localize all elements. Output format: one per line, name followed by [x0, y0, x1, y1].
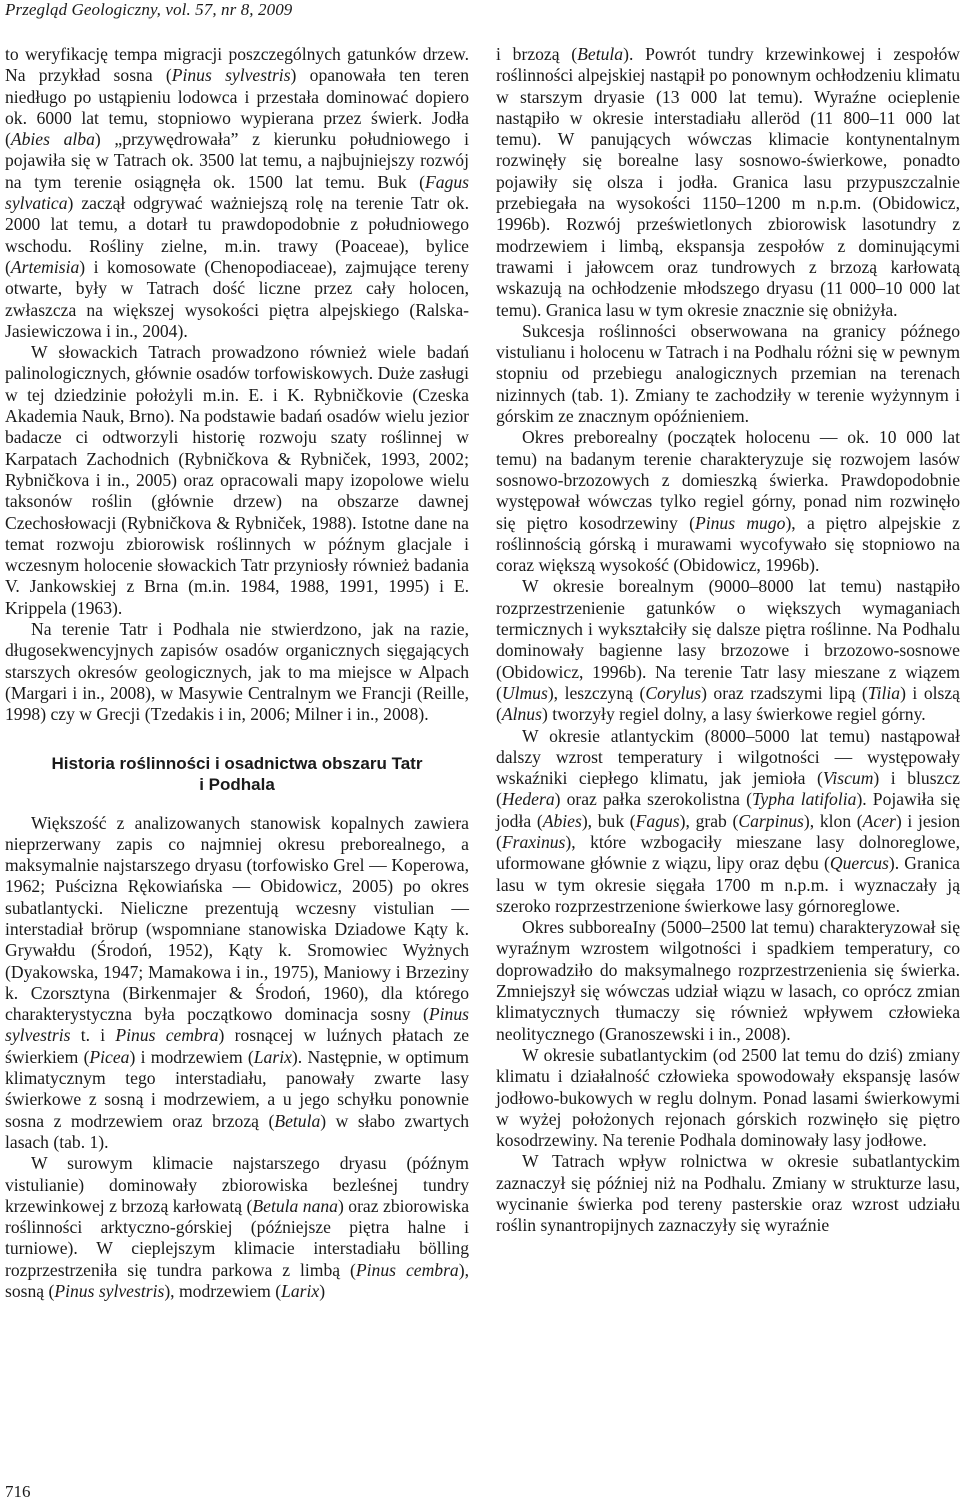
paragraph: Okres preborealny (początek holocenu — ok. 10 000 lat temu) na badanym terenie charakteryzuje się rozwojem lasów sosnowo-brzozowych z domieszką świerka. Prawdopodobnie występował wówczas tylko regiel górny, ponad nim rozwinęło się piętro kosodrzewiny (Pinus mugo), a piętro alpejskie z roślinnością górską i murawami wycofywało się stopniowo na coraz większą wysokość (Obidowicz, 1996b). — [496, 427, 960, 576]
page-number: 716 — [5, 1482, 31, 1501]
italic-term: Fagus sylvatica — [5, 171, 469, 214]
paragraph: Na terenie Tatr i Podhala nie stwierdzono, jak na razie, długosekwencyjnych zapisów osadów organicznych sięgających starszych okresów geologicznych, jak to ma miejsce w Alpach (Margari i in., 2008), w Masywie Centralnym we Francji (Reille, 1998) czy w Grecji (Tzedakis i in, 2006; Milner i in., 2008). — [5, 619, 469, 725]
paragraph: to weryfikację tempa migracji poszczególnych gatunków drzew. Na przykład sosna (Pinus sylvestris) opanowała ten teren niedługo po ustąpieniu lodowca i przestała dominować dopiero ok. 6000 lat temu, stopniowo wypierana przez świerk. Jodła (Abies alba) „przywędrowała” z kierunku południowego i pojawiła się w Tatrach ok. 3500 lat temu, a najbujniejszy rozwój na tym terenie osiągnęła ok. 1500 lat temu. Buk (Fagus sylvatica) zaczął odgrywać ważniejszą rolę na terenie Tatr ok. 2000 lat temu, a dotarł tu prawdopodobnie z południowego wschodu. Rośliny zielne, m.in. trawy (Poaceae), bylice (Artemisia) i komosowate (Chenopodiaceae), zajmujące tereny otwarte, były w Tatrach dość liczne przez cały holocen, zwłaszcza na większej wysokości piętra alpejskiego (Ralska-Jasiewiczowa i in., 2004). — [5, 44, 470, 341]
italic-term: Picea — [89, 1046, 130, 1067]
italic-term: Quercus — [829, 853, 889, 874]
italic-term: Ulmus — [501, 682, 548, 703]
italic-term: Larix — [281, 1281, 320, 1302]
italic-term: Artemisia — [10, 256, 80, 277]
paragraph: W słowackich Tatrach prowadzono również wiele badań palinologicznych, głównie osadów torfowiskowych. Duże zasługi w tej dziedzinie położyli m.in. E. i K. Rybničkovie (Czeska Akademia Nauk, Brno). Na podstawie badań osadów wielu jezior badacze ci odtworzyli historię rozwoju szaty roślinnej w Karpatach Zachodnich (Rybničkova & Rybniček, 1993, 2002; Rybničkova i in., 2005) oraz opracowali mapy izopolowe wielu taksonów roślin (głównie drzew) na obszarze dawnej Czechosłowacji (Rybničkova & Rybniček, 1988). Istotne dane na temat rozwoju zbiorowisk roślinnych w późnym glacjale i wczesnym holocenie słowackich Tatr przyniosły również badania V. Jankowskiej z Brna (m.in. 1984, 1988, 1991, 1995) i E. Krippela (1963). — [5, 342, 469, 618]
italic-term: Fraxinus — [501, 831, 566, 852]
italic-term: Alnus — [501, 704, 542, 725]
italic-term: Pinus cembra — [355, 1259, 459, 1280]
italic-term: Betula — [274, 1110, 321, 1131]
running-header: Przegląd Geologiczny, vol. 57, nr 8, 2009 — [5, 0, 293, 19]
paragraph: W okresie atlantyckim (8000–5000 lat temu) nastąpował dalszy wzrost temperatury i wilgotności — występowały wskaźniki ciepłego klimatu, jak jemioła (Viscum) i bluszcz (Hedera) oraz pałka szerokolistna (Typha latifolia). Pojawiła się jodła (Abies), buk (Fagus), grab (Carpinus), klon (Acer) i jesion (Fraxinus), które wzbogaciły mieszane lasy dolnoreglowe, uformowane głównie z wiązu, lipy oraz dębu (Quercus). Granica lasu w tym okresie sięgała 1700 m n.p.m. i wyznaczały ją szeroko rozprzestrzenione świerkowe lasy górnoreglowe. — [496, 725, 960, 916]
italic-term: Pinus sylvestris — [171, 65, 291, 86]
paragraph: Sukcesja roślinności obserwowana na granicy późnego vistulianu i holocenu w Tatrach i na Podhalu różni się w pewnym stopniu od przebiegu analogicznych przemian na terenach nizinnych (tab. 1). Zmiany te zachodziły w terenie wyżynnym i górskim ze znacznym opóźnieniem. — [496, 320, 960, 427]
italic-term: Abies alba — [10, 129, 95, 150]
paragraph: W surowym klimacie najstarszego dryasu (późnym vistulianie) dominowały zbiorowiska bezleśnej tundry krzewinkowej z brzozą karłowatą (Betula nana) oraz zbiorowiska roślinności arktyczno-górskiej (późniejsze piętra halne i turniowe). W cieplejszym klimacie interstadiału bölling rozprzestrzeniła się tundra parkowa z limbą (Pinus cembra), sosną (Pinus sylvestris), modrzewiem (Larix) — [5, 1153, 469, 1302]
italic-term: Corylus — [645, 682, 702, 703]
italic-term: Betula — [577, 44, 624, 64]
italic-term: Typha latifolia — [751, 789, 857, 810]
paragraph: Większość z analizowanych stanowisk kopalnych zawiera nieprzerwany zapis co najmniej okresu preborealnego, a maksymalnie najstarszego dryasu (torfowisko Grel — Koperowa, 1962; Puścizna Rękowiańska — Obidowicz, 2005) po okres subatlantycki. Nieliczne prezentują wczesny vistulian — interstadiał brörup (wspomniane stanowiska Dziadowe Kąty k. Grywałdu (Środoń, 1952), Kąty k. Sromowiec Wyżnych (Dyakowska, 1947; Mamakowa i in., 1975), Maniowy i Brzeziny k. Czorsztyna (Birkenmajer & Środoń, 1960), dla którego charakterystyczna była początkowo dominacja sosny (Pinus sylvestris t. i Pinus cembra) rosnącej w luźnych płatach ze świerkiem (Picea) i modrzewiem (Larix). Następnie, w optimum klimatycznym tego interstadiału, panowały zwarte lasy świerkowe z sosną i modrzewiem, a u jego schyłku ponownie sosna z modrzewiem oraz brzozą (Betula) w słabo zwartych lasach (tab. 1). — [5, 812, 470, 1152]
paragraph: i brzozą (Betula). Powrót tundry krzewinkowej i zespołów roślinności alpejskiej nastąpił po ponownym ochłodzeniu klimatu w starszym dryasie (13 000 lat temu). Wyraźne ocieplenie nastąpiło w okresie interstadiału alleröd (11 800–11 000 lat temu). W panujących wówczas klimacie kontynentalnym rozwinęły się borealne lasy sosnowo-świerkowe, ponadto pojawiły się olsza i jodła. Granica lasu przypuszczalnie przebiegała na wysokości 1150–1200 m n.p.m. (Obidowicz, 1996b). Rozwój prześwietlonych zbiorowisk lasotundry z modrzewiem i limbą, ekspansja zespołów z dominującymi trawami i jałowcem oraz tundrowych z brzozą karłowatą wskazują na ochłodzenie młodszego dryasu (11 000–10 000 lat temu). Granica lasu w tym okresie znacznie się obniżyła. — [496, 44, 960, 320]
paragraph: W okresie subatlantyckim (od 2500 lat temu do dziś) zmiany klimatu i działalność człowieka spowodowały ekspansję lasów jodłowo-bukowych w reglu dolnym. Ponad lasami świerkowymi w wyżej położonych rejonach górskich rozwinęło się piętro kosodrzewiny. Na terenie Podhala dominowały lasy jodłowe. — [496, 1044, 960, 1151]
italic-term: Betula nana — [252, 1195, 338, 1216]
section-heading-line-2: i Podhala — [199, 774, 275, 794]
italic-term: Larix — [253, 1046, 292, 1067]
italic-term: Acer — [862, 810, 896, 831]
paragraph: W Tatrach wpływ rolnictwa w okresie subatlantyckim zaznaczył się później niż na Podhalu. Zmiany w strukturze lasu, wycinanie świerka pod tereny pasterskie oraz wzrost udziału roślin synantropijnych zaznaczyły się wyraźnie — [496, 1151, 960, 1236]
italic-term: Carpinus — [738, 810, 804, 831]
section-heading — [5, 753, 469, 795]
italic-term: Pinus mugo — [694, 512, 786, 533]
section-heading-line-1: Historia roślinności i osadnictwa obszaru Tatr — [51, 753, 423, 773]
left-column — [5, 44, 469, 1302]
italic-term: Abies — [542, 810, 582, 831]
italic-term: Pinus cembra — [115, 1025, 219, 1046]
paragraph: W okresie borealnym (9000–8000 lat temu) nastąpiło rozprzestrzenienie gatunków o większych wymaganiach termicznych i wykształciły się dalsze piętra roślinne. Na Podhalu dominowały bagienne lasy brzozowe i brzozowo-sosnowe (Obidowicz, 1996b). Na terenie Tatr lasy mieszane z wiązem (Ulmus), leszczyną (Corylus) oraz rzadszymi lipą (Tilia) i olszą (Alnus) tworzyły regiel dolny, a lasy świerkowe regiel górny. — [496, 576, 960, 725]
italic-term: Fagus — [635, 810, 680, 831]
right-column — [496, 44, 960, 1237]
italic-term: Viscum — [822, 768, 874, 789]
paragraph: Okres subboreaIny (5000–2500 lat temu) charakteryzował się wyraźnym wzrostem wilgotności i spadkiem temperatury, co doprowadziło do maksymalnego rozprzestrzenienia się świerka. Zmniejszył się wówczas udział wiązu w lasach, co oprócz zmian klimatycznych tłumaczy się również wpływem człowieka neolitycznego (Granoszewski i in., 2008). — [496, 917, 960, 1044]
italic-term: Tilia — [867, 682, 901, 703]
italic-term: Pinus sylvestris — [54, 1281, 165, 1302]
italic-term: Pinus sylvestris — [5, 1004, 469, 1046]
italic-term: Hedera — [501, 789, 555, 810]
